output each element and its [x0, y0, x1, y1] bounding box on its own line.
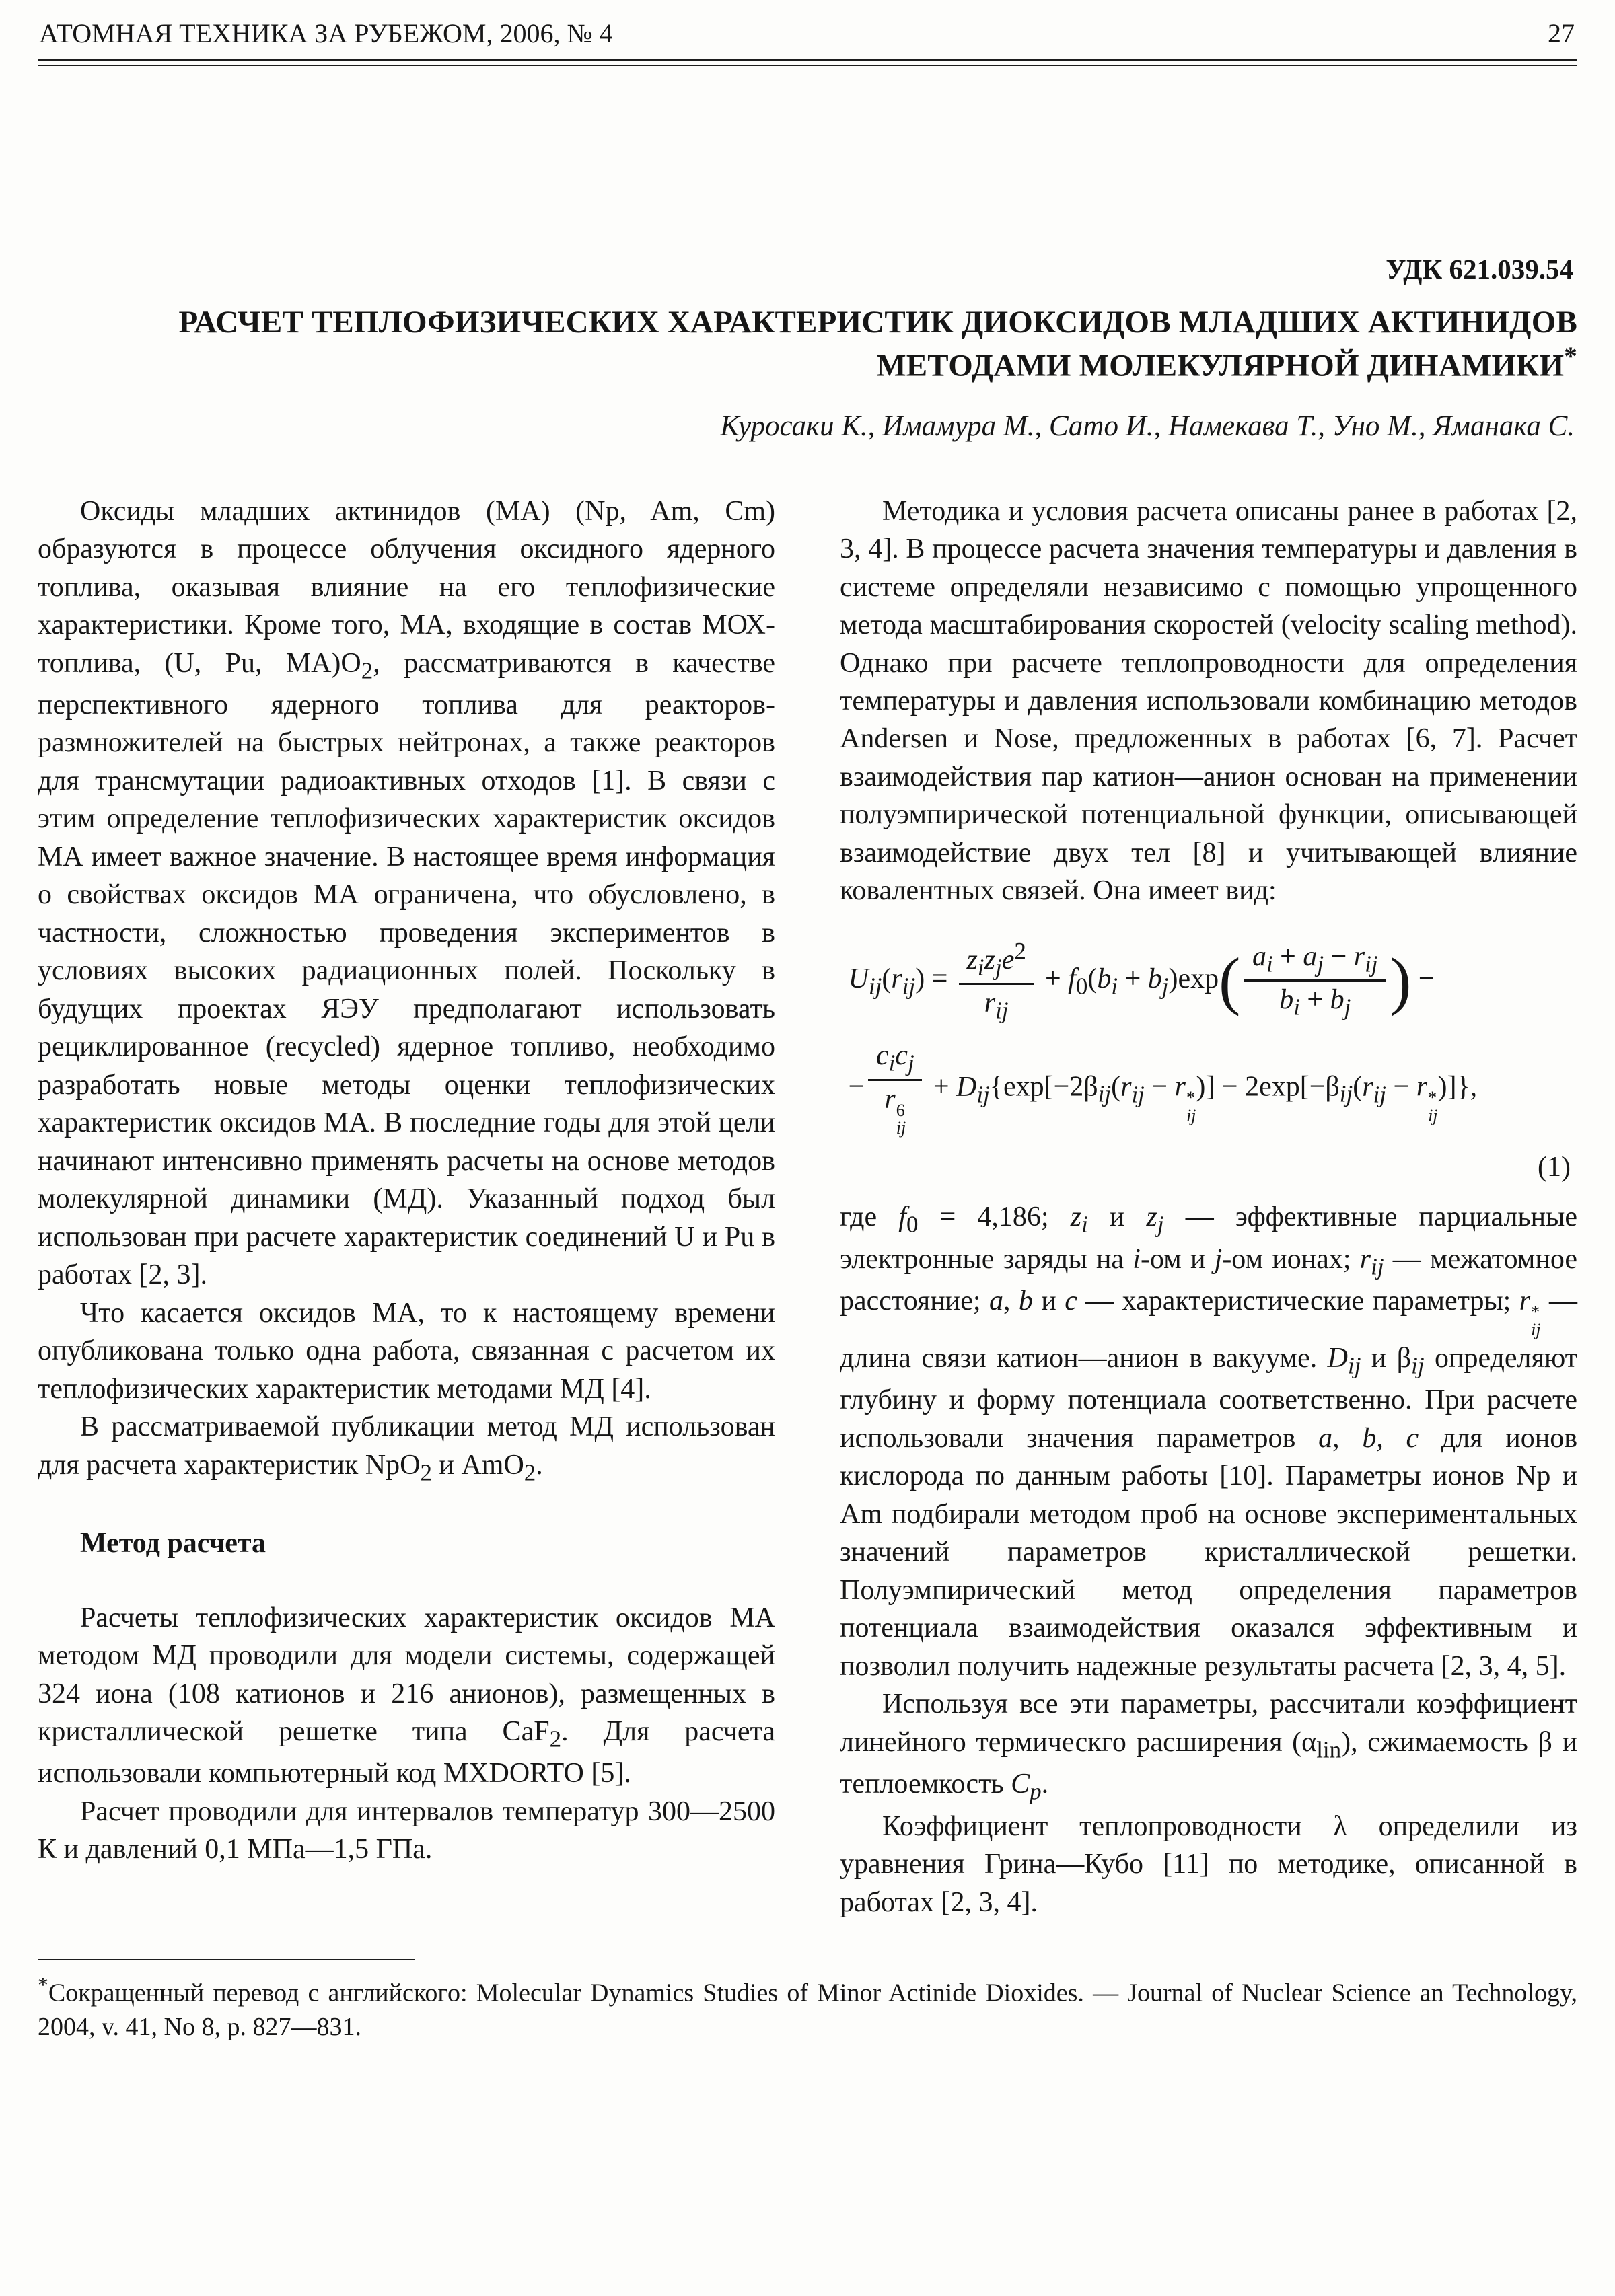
- equation-1: [840, 938, 1577, 1186]
- paragraph: Коэффициент теплопроводности λ определили из уравнения Грина—Кубо [11] по методике, описанной в работах [2, 3, 4].: [840, 1810, 1577, 1918]
- page-number: 27: [1548, 18, 1575, 48]
- paragraph: Что касается оксидов МА, то к настоящему времени опубликована только одна работа, связанная с расчетом их теплофизических характеристик методами МД [4].: [38, 1297, 775, 1405]
- udc-number: УДК 621.039.54: [1386, 254, 1573, 285]
- left-column: [38, 492, 775, 1922]
- paragraph: Используя все эти параметры, рассчитали коэффициент линейного термическго расширения $(\alpha_{lin})$, сжимаемость β и теплоемкость $C_p$.: [840, 1689, 1577, 1805]
- footnote-rule: [38, 1959, 415, 1960]
- paragraph: Расчет проводили для интервалов температур 300—2500 К и давлений 0,1 МПа—1,5 ГПа.: [38, 1795, 775, 1865]
- footnote-text: *Сокращенный перевод с английского: Molecular Dynamics Studies of Minor Actinide Dioxides. — Journal of Nuclear Science an Technology, 2004, v. 41, No 8, p. 827—831.: [38, 1973, 1577, 2041]
- article-body: [38, 492, 1577, 1922]
- paragraph: Оксиды младших актинидов (МА) (Np, Am, Cm) образуются в процессе облучения оксидного ядерного топлива, оказывая влияние на его теплофизические характеристики. Кроме того, МА, входящие в состав МОХ-топлива, (U, Pu, $МА)O_2$, рассматриваются в качестве перспективного ядерного топлива для реакторов-размножителей на быстрых нейтронах, а также реакторов для трансмутации радиоактивных отходов [1]. В связи с этим определение теплофизических характеристик оксидов МА имеет важное значение. В настоящее время информация о свойствах оксидов МА ограничена, что обусловлено, в частности, сложностью проведения экспериментов в условиях высоких радиационных полей. Поскольку в будущих проектах ЯЭУ предполагают использовать рециклированное (recycled) ядерное топливо, необходимо разработать новые методы оценки теплофизических характеристик оксидов МА. В последние годы для этой цели начинают интенсивно применять расчеты на основе методов молекулярной динамики (МД). Указанный подход был использован при расчете характеристик соединений U и Pu в работах [2, 3].: [38, 495, 775, 1291]
- equation-line-2: − $c_ic_j$ r 6 ij + $D_{ij}\{\exp[-2\beta_{ij}(r_{ij} - r$ * ij )] − $2\exp[-\beta_{ij}(r_{ij} - r$ * ij )]},: [848, 1040, 1478, 1138]
- section-heading: Метод расчета: [80, 1528, 266, 1559]
- paragraph: В рассматриваемой публикации метод МД использован для расчета характеристик NpO$_2$ и AmO$_2$.: [38, 1411, 775, 1486]
- right-column: [840, 492, 1577, 1922]
- article-title: РАСЧЕТ ТЕПЛОФИЗИЧЕСКИХ ХАРАКТЕРИСТИК ДИОКСИДОВ МЛАДШИХ АКТИНИДОВ МЕТОДАМИ МОЛЕКУЛЯРНОЙ ДИНАМИКИ*: [178, 305, 1577, 384]
- journal-title: АТОМНАЯ ТЕХНИКА ЗА РУБЕЖОМ, 2006, № 4: [39, 18, 613, 48]
- paragraph: где $f_0 = 4,186$; $z_i$ и $z_j$ — эффективные парциальные электронные заряды на i-ом и j-ом ионах; $r_{ij}$ — межатомное расстояние; a, b и c — характеристические параметры; r * ij — длина связи катион—анион в вакууме. $D_{ij}$ и $\beta_{ij}$ определяют глубину и форму потенциала соответственно. При расчете использовали значения параметров a, b, c для ионов кислорода по данным работы [10]. Параметры ионов Np и Am подбирали методом проб на основе экспериментальных значений параметров кристаллической решетки. Полуэмпирический метод определения параметров потенциала взаимодействия оказался эффективным и позволил получить надежные результаты расчета [2, 3, 4, 5].: [840, 1201, 1578, 1682]
- equation-number: (1): [1538, 1151, 1571, 1183]
- running-header: [38, 12, 1577, 59]
- equation-line-1: $U_{ij}(r_{ij})$ = $\frac{z_iz_je^2}{r_{ij}}$ + $f_0(b_i + b_j)\exp$( $\frac{a_i + a_j - r_{ij}}{b_i + b_j}$ ) −: [848, 937, 1435, 1024]
- footnote-area: [38, 1959, 1577, 2044]
- paragraph: Методика и условия расчета описаны ранее в работах [2, 3, 4]. В процессе расчета значения температуры и давления в системе определяли независимо с помощью упрощенного метода масштабирования скоростей (velocity scaling method). Однако при расчете теплопроводности для определения температуры и давления использовали комбинацию методов Andersen и Nose, предложенных в работах [6, 7]. Расчет взаимодействия пар катион—анион основан на применении полуэмпирической потенциальной функции, описывающей взаимодействие двух тел [8] и учитывающей влияние ковалентных связей. Она имеет вид:: [840, 495, 1577, 907]
- paragraph: Расчеты теплофизических характеристик оксидов МА методом МД проводили для модели системы, содержащей 324 иона (108 катионов и 216 анионов), размещенных в кристаллической решетке типа CaF$_2$. Для расчета использовали компьютерный код MXDORTO [5].: [38, 1602, 775, 1789]
- article-authors: Куросаки К., Имамура М., Сато И., Намекава Т., Уно М., Яманака С.: [720, 410, 1575, 442]
- header-rule: [38, 59, 1577, 66]
